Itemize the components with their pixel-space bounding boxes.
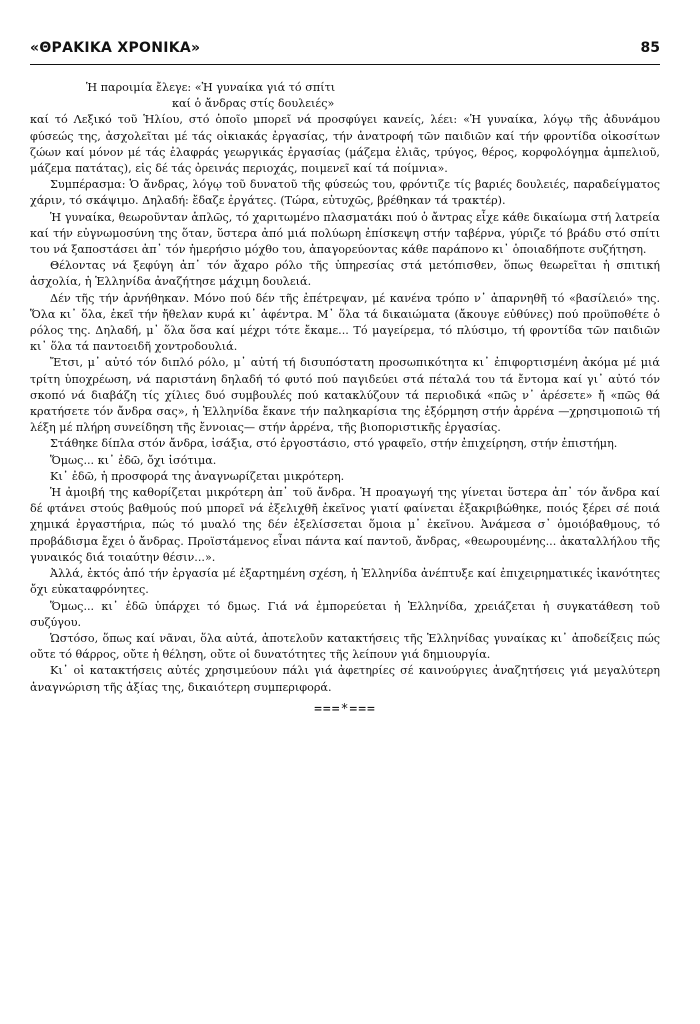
paragraph: Ὅμως... κι᾽ ἐδῶ ὑπάρχει τό δμως. Γιά νά ἐμπορεύεται ἡ Ἑλληνίδα, χρειάζεται ἡ συγκατάθεση τοῦ συζύγου.: [30, 599, 660, 629]
proverb-quote: [86, 80, 660, 112]
paragraph: Ἡ ἀμοιβή της καθορίζεται μικρότερη ἀπ᾽ τοῦ ἄνδρα. Ἡ προαγωγή της γίνεται ὕστερα ἀπ᾽ τόν ἄνδρα καί δέ φτάνει στούς βαθμούς πού μπορεῖ νά ἐξελιχθῆ ἐκεῖνος γιατί φαίνεται ἐξακριβώθηκε, ποιός ξέρει σέ ποιά χημικά ἐργαστήρια, πώς τό μυαλό της δέν ἐξελίσσεται ὅμοια μ᾽ ἐκεῖνου. Ἀνάμεσα σ᾽ ὁμοιόβαθμους, τό προβάδισμα ἔχει ὁ ἄνδρας. Προϊστάμενος εἶναι πάντα καί παντοῦ, ἄνδρας, «θεωρουμένης... ἀκαταλλήλου τῆς γυναικός διά τοιαύτην θέσιν...».: [30, 486, 660, 564]
journal-title: «ΘΡΑΚΙΚΑ ΧΡΟΝΙΚΑ»: [30, 40, 201, 56]
proverb-line-1: Ἡ παροιμία ἔλεγε: «Ἡ γυναίκα γιά τό σπίτι: [86, 81, 336, 94]
paragraph: Κι᾽ ἐδῶ, ἡ προσφορά της ἀναγνωρίζεται μικρότερη.: [50, 469, 345, 483]
paragraph: καί τό Λεξικό τοῦ Ἡλίου, στό ὁποῖο μπορεῖ νά προσφύγει κανείς, λέει: «Ἡ γυναίκα, λόγῳ τῆς ἀδυνάμου φύσεώς της, ἀσχολεῖται μέ τάς οἰκιακάς ἐργασίας, τήν ἀνατροφή τῶν παιδιῶν καί τήν φροντίδα οἰκοσίτων ζώων καί μόνον μέ τάς ἐλαφράς γεωργικάς ἐργασίας (μάζεμα ἐλιᾶς, τρύγος, θέρος, κορφολόγημα ἀμπελιοῦ, μάζεμα πατάτας), εἰς δέ τάς ὀρεινάς περιοχάς, ποιμενεῖ καί τά ποίμνια».: [30, 113, 660, 176]
paragraph: Συμπέρασμα: Ὁ ἄνδρας, λόγῳ τοῦ δυνατοῦ τῆς φύσεώς του, φρόντιζε τίς βαριές δουλειές, παραδείγματος χάριν, τό σκάψιμο. Δηλαδή: ἔδαζε ἐργάτες. (Τώρα, εὐτυχῶς, βρέθηκαν τά τρακτέρ).: [30, 178, 660, 208]
paragraph: Ὡστόσο, ὅπως καί νᾶναι, ὅλα αὐτά, ἀποτελοῦν κατακτήσεις τῆς Ἑλληνίδας γυναίκας κι᾽ ἀποδείξεις πώς οὔτε τό θάρρος, οὔτε ἡ θέληση, οὔτε οἱ δυνατότητες τῆς λείπουν γιά δημιουργία.: [30, 631, 660, 662]
page-number: 85: [640, 40, 660, 56]
paragraph: Ὅμως... κι᾽ ἐδῶ, ὄχι ἰσότιμα.: [50, 453, 217, 467]
paragraph: Ἡ γυναίκα, θεωροῦνταν ἁπλῶς, τό χαριτωμένο πλασματάκι πού ὁ ἄντρας εἶχε κάθε δικαίωμα στή λατρεία καί τήν εὐγνωμοσύνη της ὅταν, ὕστερα ἀπό μιά πολύωρη ἐπίσκεψη στήν ταβέρνα, γύριζε τό βράδυ στό σπίτι του νά ξαποστάσει ἀπ᾽ τόν ἡμερήσιο μόχθο του, ἀπαγορεύοντας κάθε παράπονο κι᾽ ὁποιαδήποτε συζήτηση.: [30, 210, 660, 257]
paragraph: Δέν τῆς τήν ἀρνήθηκαν. Μόνο πού δέν τῆς ἐπέτρεψαν, μέ κανένα τρόπο ν᾽ ἀπαρνηθῆ τό «βασίλειό» της. Ὅλα κι᾽ ὅλα, ἐκεῖ τήν ἤθελαν κυρά κι᾽ ἀφέντρα. Μ᾽ ὅλα τά δικαιώματα (ἄκουγε εὐθύνες) πού προϋποθέτε ὁ ρόλος της. Δηλαδή, μ᾽ ὅλα ὅσα καί μέχρι τότε ἔκαμε... Τό μαγείρεμα, τό πλύσιμο, τή φροντίδα τῶν παιδιῶν κι᾽ ὅλα τά παντοειδῆ χοντροδουλιά.: [30, 291, 660, 354]
paragraph: Κι᾽ οἱ κατακτήσεις αὐτές χρησιμεύουν πάλι γιά ἀφετηρίες σέ καινούργιες ἀναζητήσεις γιά μεγαλύτερη ἀναγνώριση τῆς ἀξίας της, δικαιότερη συμπεριφορά.: [30, 664, 660, 694]
end-ornament: ===*===: [314, 701, 376, 717]
paragraph: Στάθηκε δίπλα στόν ἄνδρα, ἰσάξια, στό ἐργοστάσιο, στό γραφεῖο, στήν ἐπιχείρηση, στήν ἐπιστήμη.: [50, 437, 618, 451]
paragraph: Ἔτσι, μ᾽ αὐτό τόν διπλό ρόλο, μ᾽ αὐτή τή δισυπόστατη προσωπικότητα κι᾽ ἐπιφορτισμένη ἀκόμα μέ μιά τρίτη ὑποχρέωση, νά παριστάνη δηλαδή τό φυτό πού παγιδεύει στά πέταλά του τά ἔντομα καί γι᾽ αὐτό τόν σκοπό νά διαβάζη τίς χίλιες δυό συμβουλές πού κατακλύζουν τά περιοδικά «πῶς ν᾽ ἀρέσετε» ἤ «πῶς θά κρατήσετε τόν ἄνδρα σας», ἡ Ἑλληνίδα ἔκανε τήν παληκαρίσια της ἐξόρμηση στήν ἀρρένα —χρησιμοποιῶ τή λέξη μέ πλήρη συνείδηση τῆς ἔννοιας— στήν ἀρρένα, τῆς βιοποριστικῆς ἐργασίας.: [30, 356, 660, 435]
paragraph: Ἀλλά, ἐκτός ἀπό τήν ἐργασία μέ ἐξαρτημένη σχέση, ἡ Ἑλληνίδα ἀνέπτυξε καί ἐπιχειρηματικές ἱκανότητες ὄχι εὐκαταφρόνητες.: [30, 567, 660, 597]
running-header: [30, 40, 660, 65]
paragraph: Θέλοντας νά ξεφύγη ἀπ᾽ τόν ἄχαρο ρόλο τῆς ὑπηρεσίας στά μετόπισθεν, ὅπως θεωρεῖται ἡ σπιτική ἀσχολία, ἡ Ἑλληνίδα ἀναζήτησε μάχιμη δουλειά.: [30, 259, 660, 289]
article-body: [30, 80, 660, 717]
proverb-line-2: καί ὁ ἄνδρας στίς δουλειές»: [172, 97, 335, 111]
